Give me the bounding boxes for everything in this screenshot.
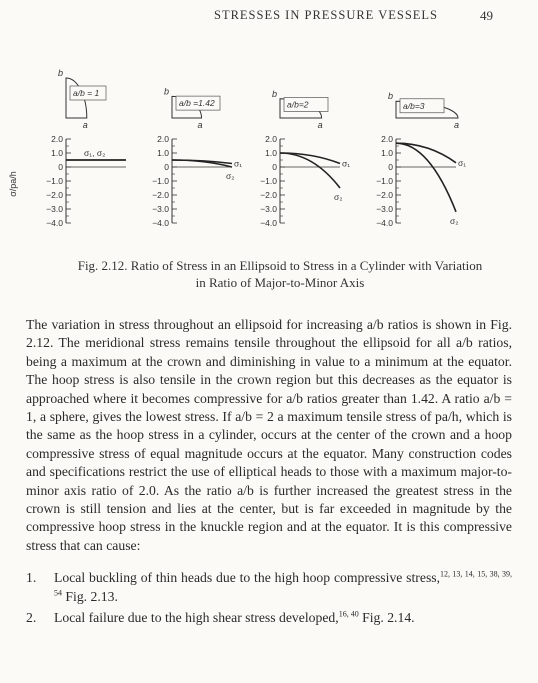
y-tick-label: −2.0 (260, 190, 277, 200)
y-tick-label: −2.0 (46, 190, 63, 200)
y-axis-label: σ/pa/h (8, 171, 18, 197)
axis-letter-a: a (454, 120, 460, 130)
page-header (0, 8, 538, 28)
cause-list (26, 569, 512, 627)
axis-letter-b: b (58, 68, 64, 78)
reference-superscript: 16, 40 (338, 609, 359, 619)
figure-caption (60, 257, 500, 291)
sigma2-curve (280, 153, 340, 188)
caption-line-1: Fig. 2.12. Ratio of Stress in an Ellipsoid to Stress in a Cylinder with Variation (77, 258, 483, 273)
reference-superscript: 12, 13, 14, 15, 38, 39, 54 (54, 569, 512, 598)
y-tick-label: 2.0 (381, 134, 393, 144)
axis-letter-a: a (197, 120, 203, 130)
curve-legend: σ₁, σ₂ (84, 148, 106, 158)
sigma1-label: σ₁ (458, 157, 467, 168)
running-title: STRESSES IN PRESSURE VESSELS (214, 8, 439, 22)
caption-line-2: in Ratio of Major-to-Minor Axis (195, 275, 365, 290)
ratio-label: a/b=3 (403, 100, 425, 111)
y-tick-label: 1.0 (381, 148, 393, 158)
y-tick-label: −3.0 (260, 204, 277, 214)
axis-letter-b: b (164, 86, 170, 97)
y-tick-label: 0 (272, 162, 277, 172)
y-tick-label: −2.0 (376, 190, 393, 200)
sigma1-label: σ₁ (234, 158, 243, 169)
y-tick-label: −1.0 (46, 176, 63, 186)
ratio-label: a/b=2 (287, 99, 309, 110)
y-tick-label: 2.0 (265, 134, 277, 144)
figure-ref: Fig. 2.13. (62, 588, 118, 604)
sigma1-curve (396, 143, 456, 163)
sigma1-curve (280, 153, 340, 164)
y-tick-label: 0 (164, 162, 169, 172)
y-tick-label: −4.0 (152, 218, 169, 228)
sigma2-label: σ₂ (450, 215, 459, 226)
y-tick-label: 2.0 (51, 134, 63, 144)
list-number: 2. (26, 610, 37, 626)
axis-letter-b: b (272, 88, 278, 99)
axis-letter-a: a (317, 120, 323, 130)
y-tick-label: 1.0 (51, 148, 63, 158)
y-tick-label: −1.0 (152, 176, 169, 186)
y-tick-label: 0 (58, 162, 63, 172)
sigma2-label: σ₂ (226, 171, 235, 181)
paragraph: The variation in stress throughout an ellipsoid for increasing a/b ratios is shown in Fig. 2.12. The meridional stress remains tensile throughout the ellipsoid for all a/b ratios, being a maximum at the crown and diminishing in value to a minimum at the equator. The hoop stress is also tensile in the crown region but this decreases as the equator is approached where it becomes compressive for a/b ratios greater than 1.42. A ratio a/b = 1, a sphere, gives the lowest stress. If a/b = 2 a maximum tensile stress of pa/h, which is the same as the hoop stress in a cylinder, occurs at the center of the crown and a hoop compressive stress of equal magnitude occurs at the equator. Many construction codes and specifications restrict the use of elliptical heads to those with a maximum major-to-minor axis ratio of 2.0. As the ratio a/b is further increased the greatest stress in the crown is still tension and lies at the center, but is far exceeded in magnitude by the compressive hoop stress in the knuckle region and at the equator. It is this compressive stress that can cause: (26, 317, 512, 553)
list-number: 1. (26, 570, 37, 586)
sigma1-label: σ₁ (342, 158, 351, 169)
y-tick-label: −4.0 (376, 218, 393, 228)
y-tick-label: −3.0 (152, 204, 169, 214)
y-tick-label: −3.0 (376, 204, 393, 214)
sigma2-label: σ₂ (334, 192, 343, 202)
y-tick-label: 1.0 (265, 148, 277, 158)
y-tick-label: −3.0 (46, 204, 63, 214)
figure-ref: Fig. 2.14. (358, 610, 415, 626)
axis-letter-b: b (388, 91, 394, 102)
ratio-label: a/b =1.42 (179, 98, 215, 109)
y-tick-label: −1.0 (376, 176, 393, 186)
list-text: Local failure due to the high shear stress developed, (54, 610, 339, 626)
ratio-label: a/b = 1 (73, 88, 100, 98)
y-tick-label: −4.0 (260, 218, 277, 228)
y-tick-label: −1.0 (260, 176, 277, 186)
y-tick-label: 2.0 (157, 134, 169, 144)
axis-letter-a: a (82, 120, 88, 130)
y-tick-label: 0 (388, 162, 393, 172)
y-tick-label: −2.0 (152, 190, 169, 200)
body-text (26, 316, 512, 631)
list-text: Local buckling of thin heads due to the high hoop compressive stress, (54, 570, 441, 586)
y-tick-label: 1.0 (157, 148, 169, 158)
sigma2-curve (172, 160, 232, 167)
y-tick-label: −4.0 (46, 218, 63, 228)
list-item (26, 569, 512, 606)
page-number: 49 (480, 8, 493, 23)
sigma2-curve (396, 143, 456, 212)
list-item (26, 609, 512, 627)
figure-2-12 (0, 34, 538, 254)
